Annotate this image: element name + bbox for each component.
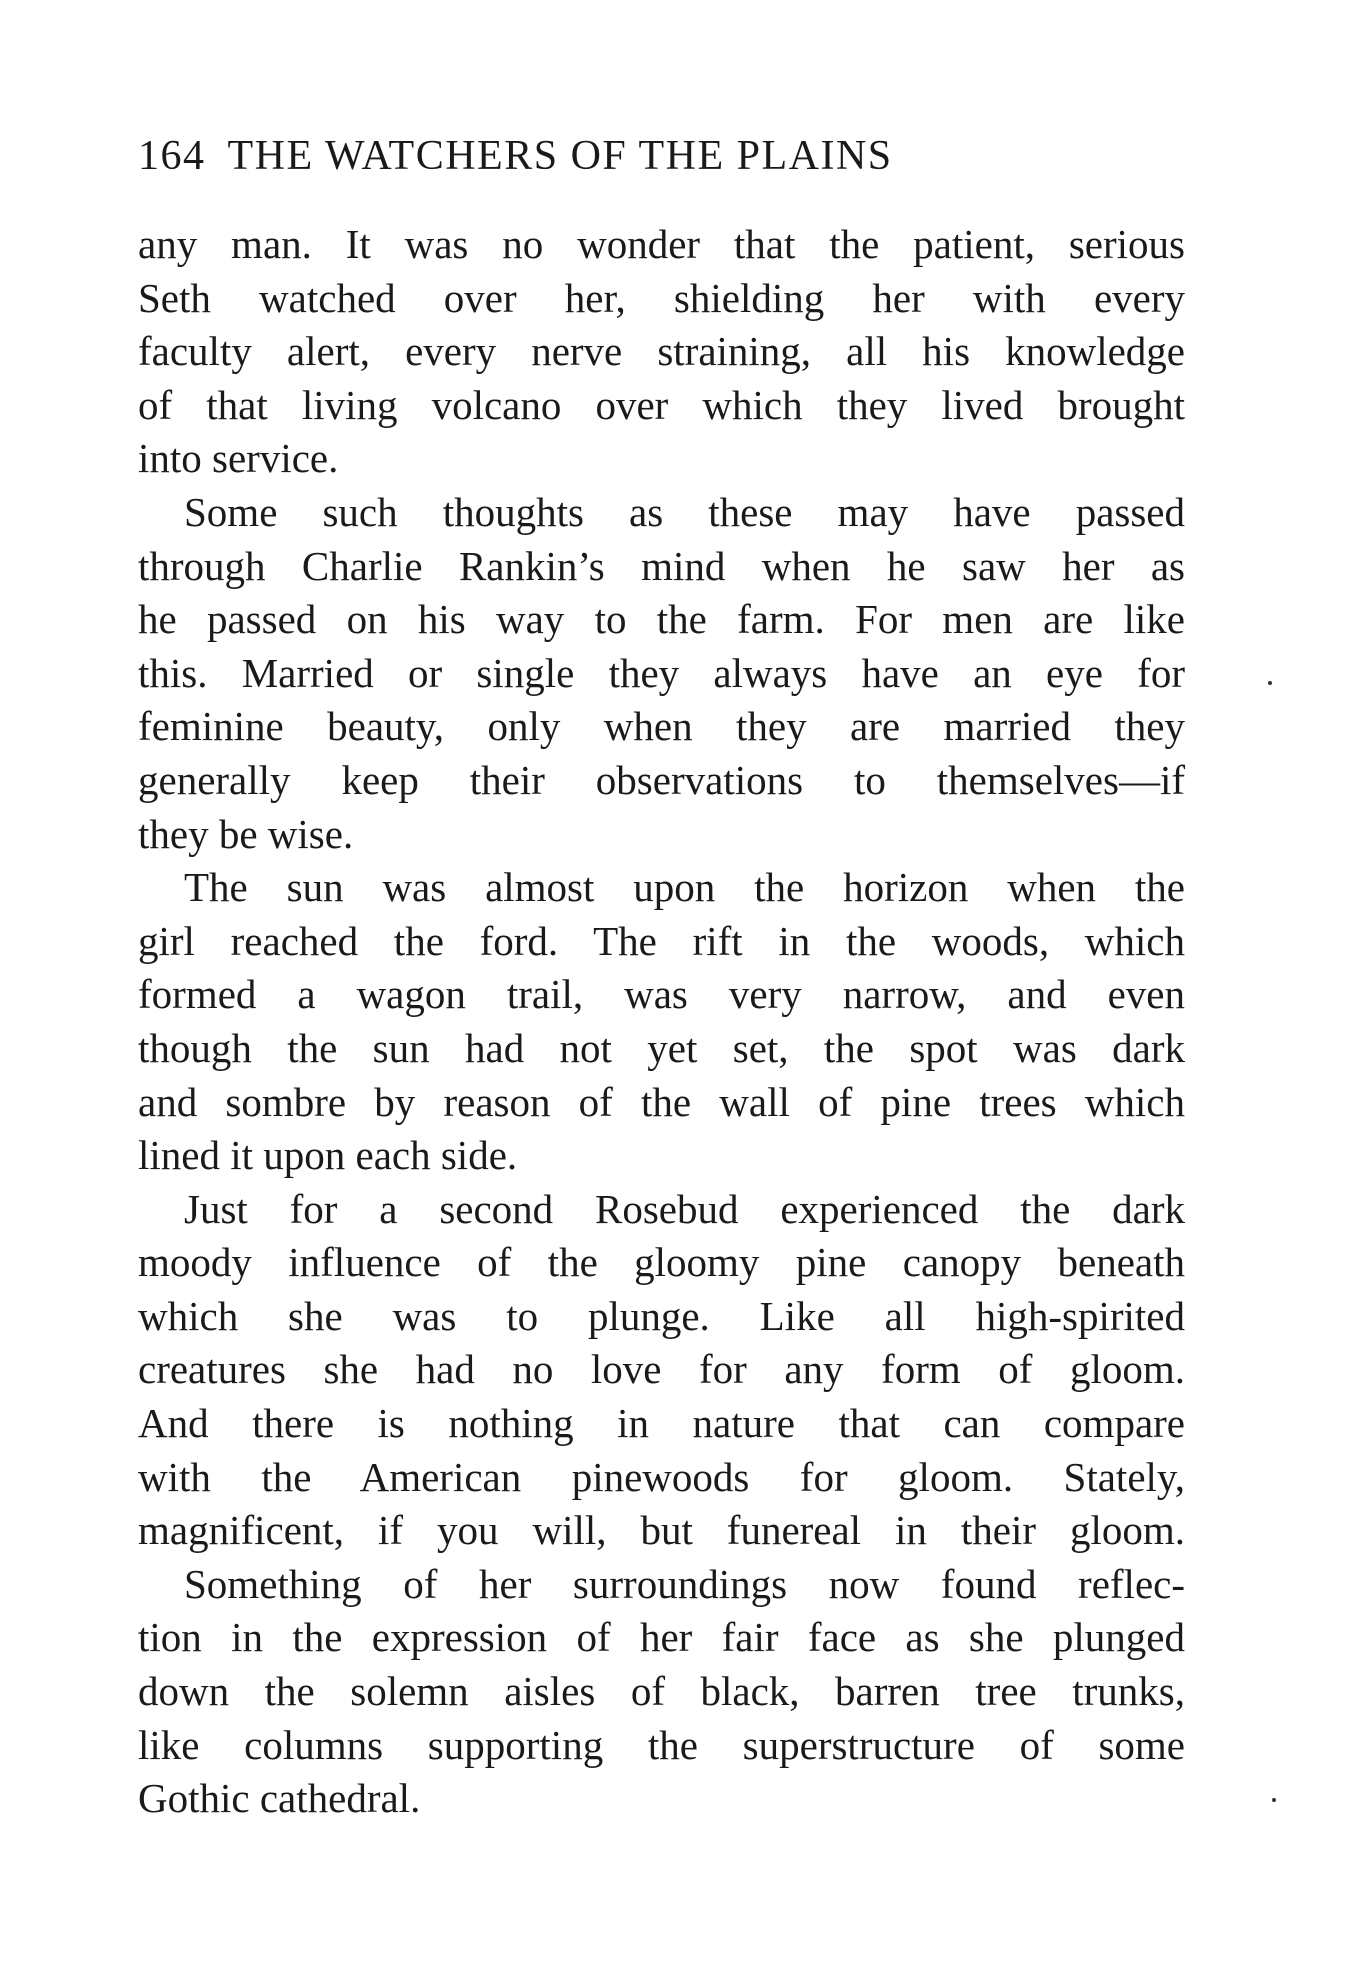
text-line: Something of her surroundings now found reflec- xyxy=(184,1560,1185,1607)
text-line: though the sun had not yet set, the spot was dark xyxy=(138,1024,1185,1071)
text-line: lined it upon each side. xyxy=(138,1132,518,1179)
text-line: down the solemn aisles of black, barren tree trunks, xyxy=(138,1668,1185,1715)
text-line: he passed on his way to the farm. For men are like xyxy=(138,596,1185,643)
body-text xyxy=(138,218,1185,1826)
running-title: THE WATCHERS OF THE PLAINS xyxy=(227,133,893,179)
text-line: And there is nothing in nature that can compare xyxy=(138,1400,1185,1447)
text-line: Some such thoughts as these may have passed xyxy=(184,488,1185,535)
text-line: The sun was almost upon the horizon when the xyxy=(184,864,1185,911)
page-number: 164 xyxy=(138,133,206,179)
text-line: with the American pinewoods for gloom. Stately, xyxy=(138,1453,1185,1500)
paragraph-5 xyxy=(138,1558,1185,1826)
paragraph-3 xyxy=(138,861,1185,1183)
running-head xyxy=(138,128,1188,184)
paragraph-1 xyxy=(138,218,1185,486)
text-line: creatures she had no love for any form of gloom. xyxy=(138,1346,1185,1393)
text-line: through Charlie Rankin’s mind when he saw her as xyxy=(138,542,1185,589)
text-line: Just for a second Rosebud experienced the dark xyxy=(184,1185,1185,1232)
text-line: any man. It was no wonder that the patient, serious xyxy=(138,221,1185,267)
text-line: of that living volcano over which they lived brought xyxy=(138,381,1185,428)
text-line: girl reached the ford. The rift in the woods, which xyxy=(138,917,1185,964)
text-line: generally keep their observations to themselves—if xyxy=(138,756,1185,803)
print-speck xyxy=(1268,681,1272,685)
text-line: into service. xyxy=(138,435,339,482)
print-speck xyxy=(1272,1798,1276,1802)
text-line: magnificent, if you will, but funereal in their gloom. xyxy=(138,1507,1185,1554)
text-line: moody influence of the gloomy pine canopy beneath xyxy=(138,1239,1185,1286)
text-line: feminine beauty, only when they are married they xyxy=(138,703,1185,750)
text-line: Gothic cathedral. xyxy=(138,1775,421,1822)
text-line: which she was to plunge. Like all high-spirited xyxy=(138,1292,1185,1339)
text-line: they be wise. xyxy=(138,810,354,857)
text-line: tion in the expression of her fair face as she plunged xyxy=(138,1614,1185,1661)
text-line: this. Married or single they always have an eye for xyxy=(138,649,1185,696)
text-line: like columns supporting the superstructure of some xyxy=(138,1721,1185,1768)
paragraph-4 xyxy=(138,1183,1185,1558)
text-line: and sombre by reason of the wall of pine trees which xyxy=(138,1078,1185,1125)
paragraph-2 xyxy=(138,486,1185,861)
text-line: faculty alert, every nerve straining, all his knowledge xyxy=(138,328,1185,375)
text-line: Seth watched over her, shielding her with every xyxy=(138,274,1185,321)
text-line: formed a wagon trail, was very narrow, and even xyxy=(138,971,1185,1018)
